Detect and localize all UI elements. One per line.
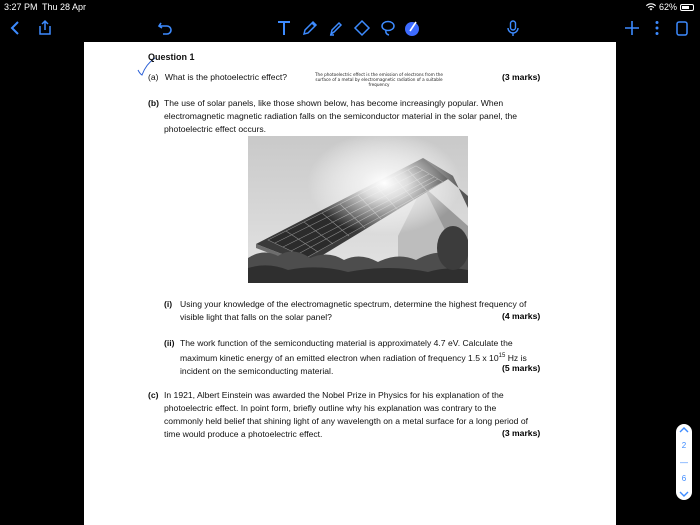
part-b-text (164, 97, 517, 136)
text-line: Using your knowledge of the electromagnetic spectrum, determine the highest frequency of (180, 299, 527, 309)
eraser-icon[interactable] (352, 18, 372, 38)
status-date: Thu 28 Apr (42, 2, 87, 12)
page-divider: — (680, 457, 688, 467)
text-line: In 1921, Albert Einstein was awarded the Nobel Prize in Physics for his explanation of the (164, 390, 504, 400)
battery-icon (680, 4, 694, 11)
part-c-marks: (3 marks) (502, 428, 541, 438)
text-line: The work function of the semiconducting material is approximately 4.7 eV. Calculate the (180, 338, 513, 348)
question-title: Question 1 (148, 52, 195, 62)
pen-icon[interactable] (300, 18, 320, 38)
text-line (180, 350, 527, 365)
answer-line: surface of a metal by electromagnetic radiation of a suitable (315, 77, 443, 83)
status-right (646, 2, 694, 12)
undo-icon[interactable] (155, 18, 175, 38)
handwritten-answer (304, 72, 454, 88)
text-line: photoelectric effect occurs. (164, 124, 267, 134)
exponent: 15 (498, 353, 506, 359)
text-line: commonly held belief that shining light of any wavelength on a metal surface for a long period of (164, 416, 529, 426)
status-time: 3:27 PM (4, 2, 38, 12)
text-frag: Hz is (505, 352, 527, 363)
text-line: time would produce a photoelectric effect. (164, 429, 323, 439)
lasso-icon[interactable] (378, 18, 398, 38)
chevron-up-icon[interactable] (679, 426, 689, 434)
part-c-text (164, 389, 528, 441)
back-chevron-icon[interactable] (6, 18, 26, 38)
color-picker-icon[interactable] (402, 18, 422, 38)
text-line: incident on the semiconducting material. (180, 365, 334, 376)
answer-line: frequency (368, 82, 390, 88)
annotation-toolbar (0, 14, 700, 42)
part-b-ii-text (180, 337, 527, 378)
add-icon[interactable] (622, 18, 642, 38)
chevron-down-icon[interactable] (679, 490, 689, 498)
part-b-label: (b) (148, 98, 159, 108)
part-a-text: What is the photoelectric effect? (164, 72, 288, 82)
microphone-icon[interactable] (503, 18, 523, 38)
solar-panel-house-photo (248, 136, 468, 283)
text-line: The use of solar panels, like those shown below, has become increasingly popular. When (164, 98, 504, 108)
share-icon[interactable] (35, 18, 55, 38)
page-scroller[interactable] (676, 424, 692, 500)
total-page-number: 6 (681, 473, 687, 483)
part-a-label: (a) (148, 72, 159, 82)
document-page (84, 42, 616, 525)
wifi-icon (646, 3, 656, 11)
part-b-ii-marks: (5 marks) (502, 363, 541, 373)
part-b-i-label: (i) (164, 299, 173, 309)
highlighter-icon[interactable] (326, 18, 346, 38)
part-b-i-text (180, 298, 526, 324)
text-tool-icon[interactable] (274, 18, 294, 38)
status-bar (0, 0, 700, 14)
part-c-label: (c) (148, 390, 159, 400)
part-a (148, 71, 287, 84)
text-line: electromagnetic magnetic radiation falls on the semiconductor material in the solar panel, the (164, 111, 518, 121)
part-b-ii-label: (ii) (164, 338, 175, 348)
answer-line: The photoelectric effect is the emission of electrons from the (315, 72, 443, 77)
more-icon[interactable] (647, 18, 667, 38)
battery-percent: 62% (658, 2, 677, 12)
current-page-number: 2 (681, 441, 687, 451)
pages-icon[interactable] (672, 18, 692, 38)
text-frag: maximum kinetic energy of an emitted electron when radiation of frequency 1.5 x 10 (180, 352, 499, 363)
part-b-i-marks: (4 marks) (502, 311, 541, 321)
text-line: photoelectric effect. In point form, briefly outline why his explanation was contrary to the (164, 403, 497, 413)
part-a-marks: (3 marks) (502, 72, 541, 82)
text-line: visible light that falls on the solar panel? (180, 312, 332, 322)
